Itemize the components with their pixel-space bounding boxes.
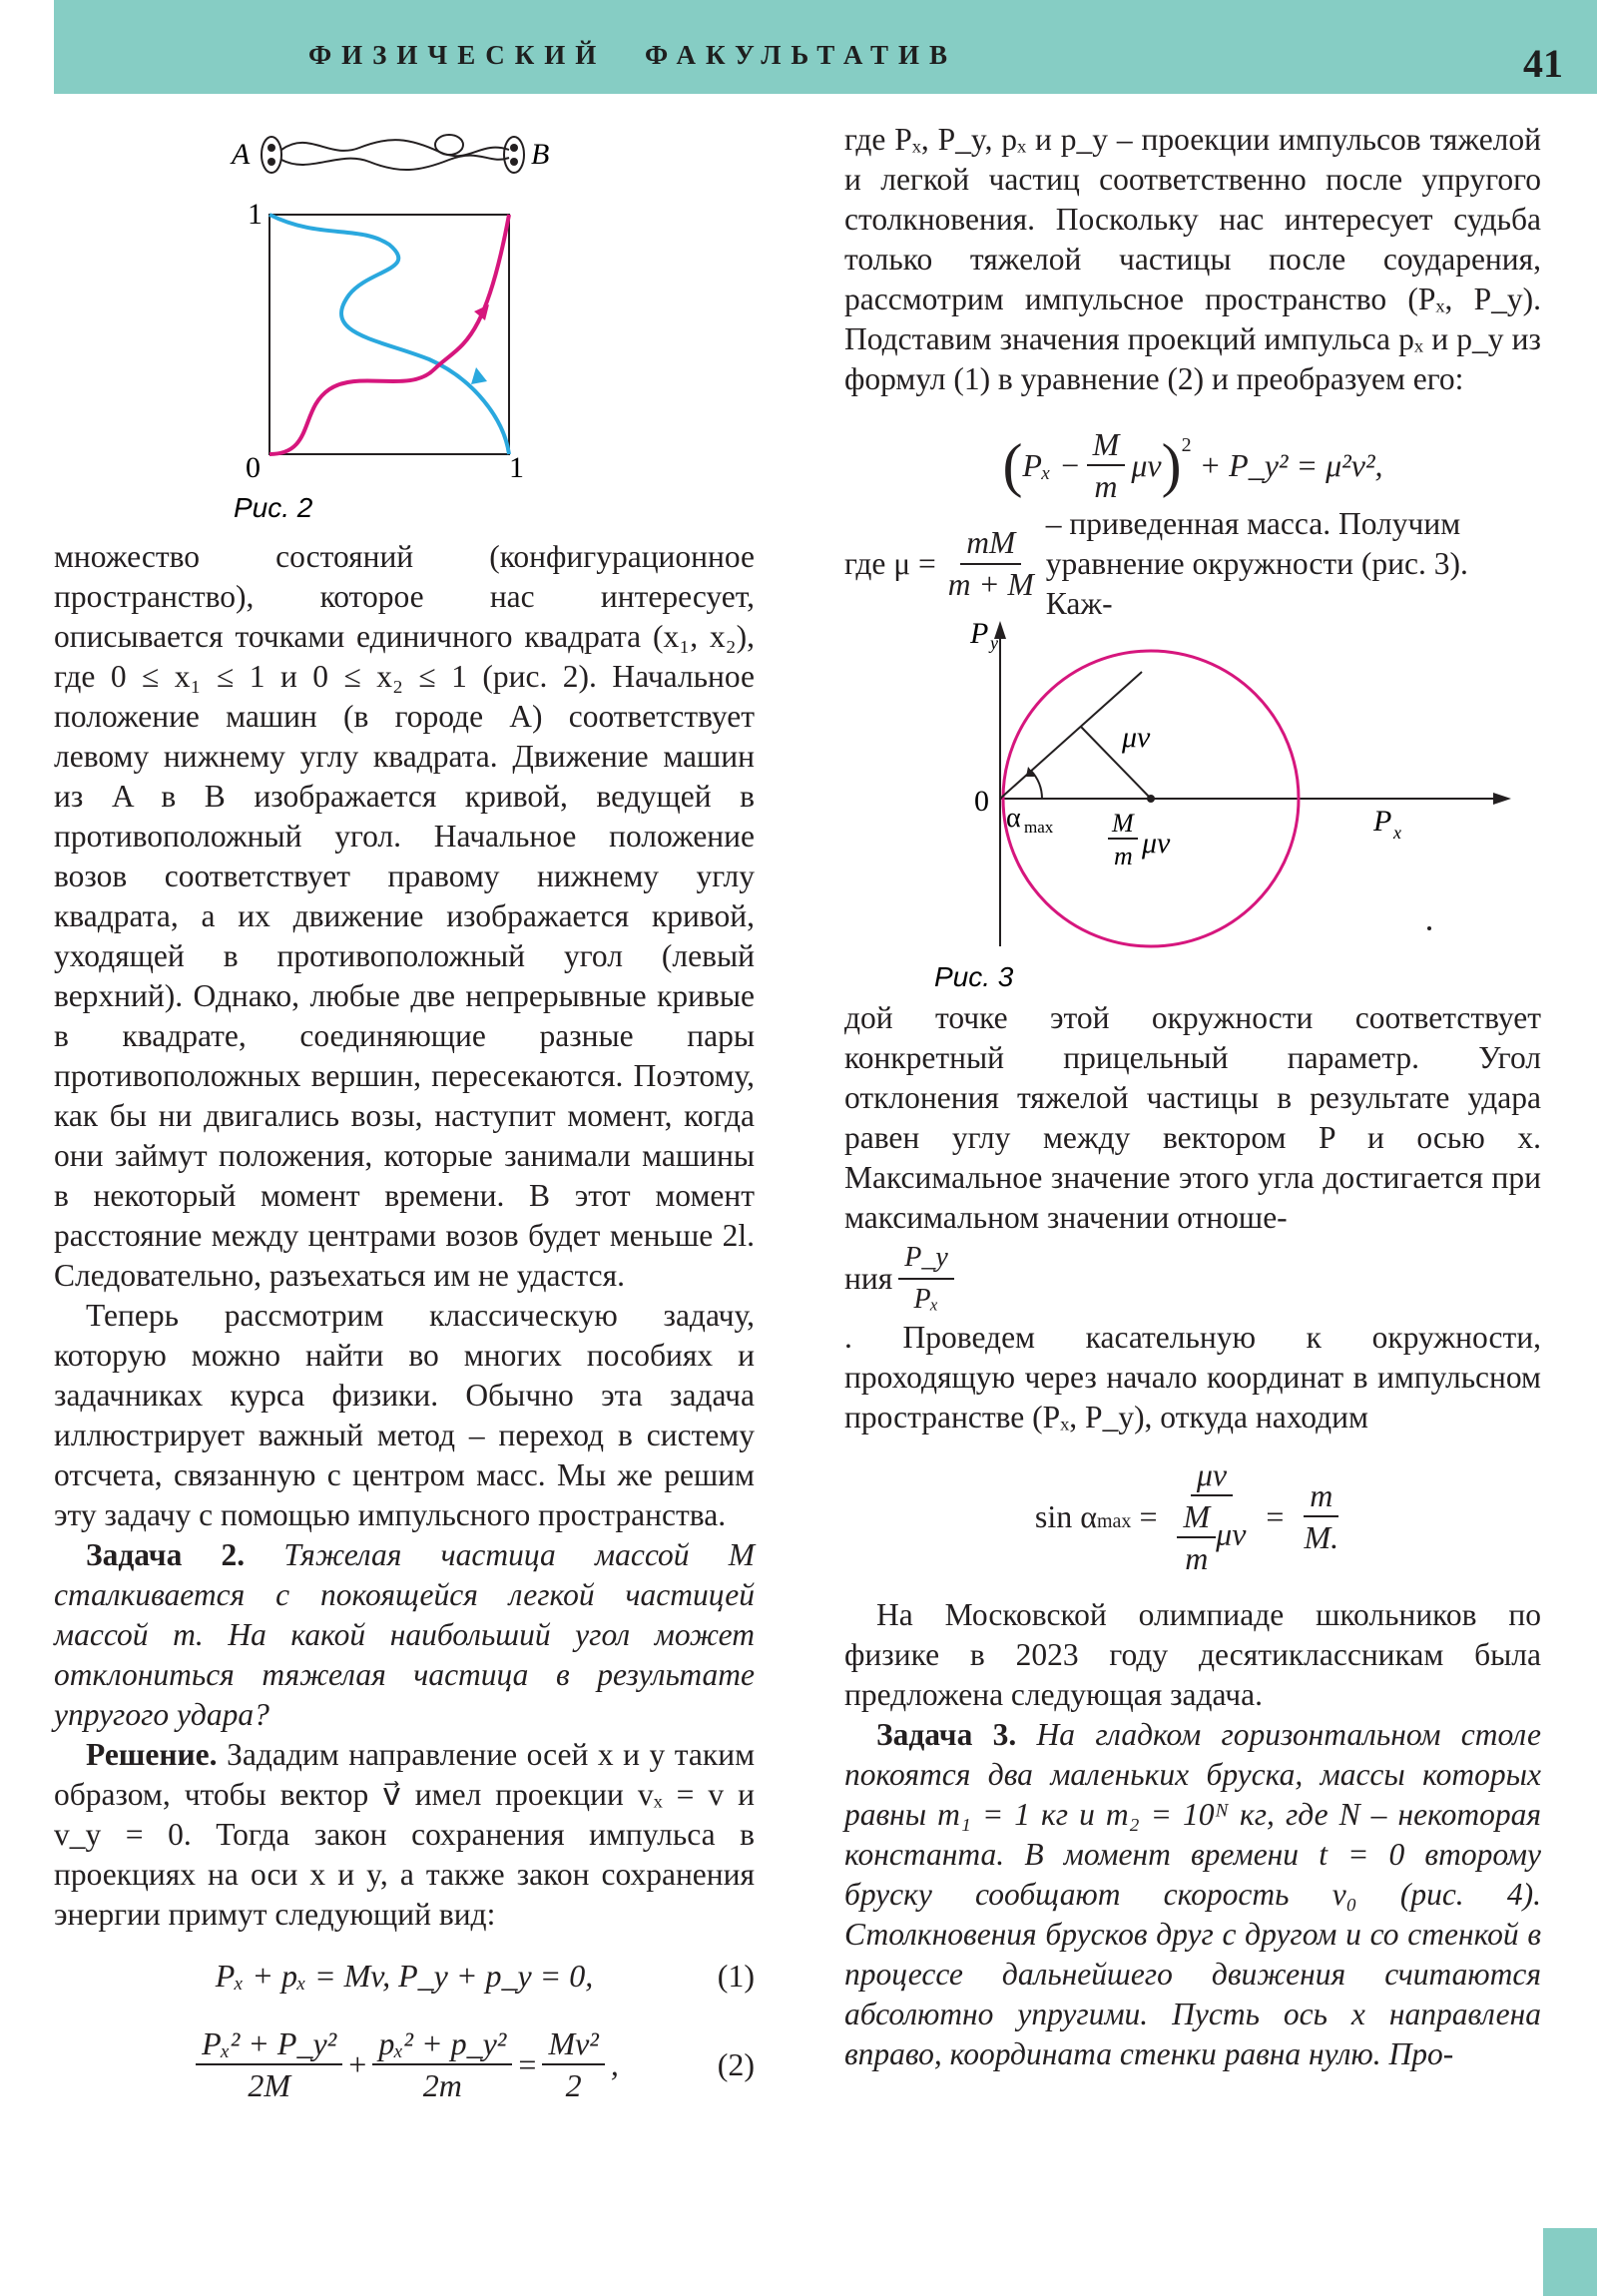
paragraph-configuration-space: множество состояний (конфигурационное пространство), которое нас интересует, описывается точками единичного квадрата (x₁, x₂), где 0 ≤ x₁ ≤ 1 и 0 ≤ x₂ ≤ 1 (рис. 2). Начальное положение машин (в городе A) соответствует левому нижнему углу квадрата. Движение машин из A в B изображается кривой, ведущей в противоположный угол. Начальное положение возов соответствует правому нижнему углу квадрата, а их движение изображается кривой, уходящей в противоположный угол (левый верхний). Однако, любые две непрерывные кривые в квадрате, соединяющие разные пары противоположных вершин, пересекаются. Поэтому, как бы ни двигались возы, наступит момент, когда они займут положения, которые занимали машины в некоторый момент времени. В этот момент расстояние между центрами возов будет меньше 2l. Следовательно, разъехаться им не удастся.	[54, 539, 755, 1293]
fig2-wheel-icon	[267, 144, 275, 152]
eq2-den-heavy: 2M	[248, 2067, 290, 2103]
reduced-mass-line	[844, 506, 1541, 621]
fig3-center-frac-num: M	[1112, 809, 1134, 838]
reduced-mass-fraction	[942, 523, 1040, 605]
sin-inner-fraction	[1177, 1496, 1216, 1578]
mu-den: m + M	[947, 567, 1034, 602]
fig2-label-b: B	[531, 138, 550, 171]
eq2-fraction-energy	[542, 2023, 604, 2105]
fig3-caption: Рис. 3	[934, 961, 1014, 992]
figure-2	[220, 120, 579, 529]
sin-inner-mu: μv	[1216, 1515, 1247, 1552]
fig2-tick-x1: 1	[509, 451, 524, 484]
fig2-rope-top	[281, 140, 509, 156]
fig3-center-frac-den: m	[1114, 842, 1133, 870]
eq2-num-heavy: Pₓ² + P_y²	[196, 2023, 342, 2065]
fig2-tick-origin: 0	[246, 451, 261, 484]
eq3-frac-den: m	[1094, 468, 1118, 504]
page-corner-tab	[1543, 2228, 1597, 2296]
task-2	[54, 1535, 755, 1735]
journal-section-title: ФИЗИЧЕСКИЙ ФАКУЛЬТАТИВ	[307, 40, 958, 70]
eq2-num-light: pₓ² + p_y²	[372, 2023, 512, 2065]
eq2-den-light: 2m	[422, 2067, 462, 2103]
paragraph-tangent-text: . Проведем касательную к окружности, проходящую через начало координат в импульсном пространстве (Pₓ, P_y), откуда находим	[844, 1320, 1541, 1435]
fig3-alpha-sub: max	[1024, 818, 1054, 837]
eq2-fraction-light	[372, 2023, 512, 2105]
ratio-den: Pₓ	[913, 1284, 939, 1315]
fig3-axis-y-label: P	[970, 617, 989, 650]
eq2-den-energy: 2	[565, 2067, 582, 2103]
left-column	[54, 537, 755, 2112]
fig3-axis-x-label: P	[1373, 805, 1392, 838]
eq2-num-energy: Mv²	[542, 2023, 604, 2065]
equation-3: ( Pₓ − $\frac{M}{m}$ μv ) $^2$ + P_y² = μ²v²,	[1002, 426, 1383, 504]
fig3-arrow-icon	[1493, 793, 1511, 805]
eq3-left: Pₓ −	[1022, 447, 1081, 483]
fig3-alpha-label: α	[1006, 803, 1021, 834]
reduced-mass-prefix: где μ =	[844, 546, 936, 581]
sin-frac2-num: m	[1304, 1475, 1338, 1517]
task-2-label: Задача 2.	[86, 1537, 246, 1572]
solution	[54, 1735, 755, 1935]
mu-num: mM	[960, 523, 1021, 565]
eq3-fraction	[1087, 424, 1126, 506]
fig2-rope-loop	[435, 135, 463, 155]
fig2-wheel-icon	[267, 158, 275, 166]
sin-inner-den: m	[1185, 1540, 1209, 1576]
solution-text: Зададим направление осей x и y таким образом, чтобы вектор v⃗ имел проекции vₓ = v и v_y = 0. Тогда закон сохранения импульса в проекциях на оси x и y, а также закон сохранения энергии примут следующий вид:	[54, 1737, 756, 1932]
paragraph-olympiad: На Московской олимпиаде школьников по физике в 2023 году десятиклассникам была предложена следующая задача.	[844, 1597, 1541, 1712]
sin-frac2-den: M.	[1304, 1519, 1339, 1555]
right-column	[844, 120, 1541, 2074]
ratio-num: P_y	[898, 1238, 954, 1280]
equation-2: $\frac{\text{Pₓ² + P\_y²}}{2M}$ + $\frac{\text{pₓ² + p\_y²}}{2m}$ = $\frac{\text{Mv²}}{2}$ , (2)	[54, 2016, 755, 2112]
task-3-text: На гладком горизонтальном столе покоятся два маленьких бруска, массы которых равны m₁ = 1 кг и m₂ = 10ᴺ кг, где N – некоторая константа. В момент времени t = 0 второму бруску сообщают скорость v₀ (рис. 4). Столкновения брусков друг с другом и со стенкой в процессе дальнейшего движения считаются абсолютно упругими. Пусть ось x направлена вправо, координата стенки равна нулю. Про-	[844, 1717, 1541, 2071]
sin-fraction-1	[1171, 1454, 1252, 1578]
sin-frac1-den	[1171, 1496, 1252, 1578]
fig2-cars-path	[269, 215, 509, 454]
fig2-caption: Рис. 2	[234, 492, 313, 523]
eq3-right: μv	[1131, 447, 1162, 483]
fig2-wheel-icon	[510, 158, 518, 166]
page-number: 41	[1523, 41, 1563, 86]
equation-1-body: Pₓ + pₓ = Mv, P_y + p_y = 0,	[215, 1958, 594, 1994]
paragraph-classic-problem: Теперь рассмотрим классическую задачу, которую можно найти во многих пособиях и задачниках курса физики. Обычно эта задача иллюстрирует важный метод – переход в систему отсчета, связанную с центром масс. Мы же решим эту задачу с помощью импульсного пространства.	[54, 1298, 755, 1532]
fig2-car-a	[262, 137, 281, 173]
equation-sin-alpha: sin α max = μv $\frac{M}{m}$ μv = $\frac{m}{M.}$	[844, 1451, 1541, 1581]
eq3-tail: + P_y² = μ²v²,	[1199, 447, 1383, 483]
fig2-tick-y1: 1	[248, 198, 263, 231]
eq3-frac-num: M	[1087, 424, 1126, 466]
solution-label: Решение.	[86, 1737, 218, 1772]
fig3-radius-label: μv	[1122, 721, 1151, 754]
reduced-mass-suffix: – приведенная масса. Получим уравнение окружности (рис. 3). Каж-	[1045, 506, 1468, 621]
equation-1-number: (1)	[717, 1958, 755, 1994]
fig3-axis-x-sub: x	[1393, 823, 1401, 843]
sin-left: sin α	[1034, 1498, 1097, 1534]
paragraph-circle-points: дой точке этой окружности соответствует конкретный прицельный параметр. Угол отклонения тяжелой частицы в результате удара равен углу между вектором P и осью x. Максимальное значение этого угла достигается при максимальном значении отноше-	[844, 1000, 1541, 1235]
fig3-center-label: μv	[1142, 827, 1171, 860]
fig3-stray-dot	[1427, 926, 1431, 930]
ratio-prefix: ния	[844, 1261, 893, 1296]
sin-fraction-2	[1298, 1475, 1344, 1557]
fig2-label-a: A	[232, 138, 251, 171]
fig3-axis-y-sub: y	[990, 633, 998, 653]
fig3-tangent-line	[1000, 672, 1142, 799]
paragraph-projections: где Pₓ, P_y, pₓ и p_y – проекции импульсов тяжелой и легкой частиц соответственно после упругого столкновения. Поскольку нас интересует судьба только тяжелой частицы после соударения, рассмотрим импульсное пространство (Pₓ, P_y). Подставим значения проекций импульса pₓ и p_y из формул (1) в уравнение (2) и преобразуем его:	[844, 122, 1541, 396]
fig2-car-b	[504, 137, 524, 173]
paragraph-tangent	[844, 1238, 1541, 1320]
task-3	[844, 1715, 1541, 2074]
ratio-fraction	[898, 1238, 954, 1320]
fig2-arrow-icon	[471, 367, 487, 384]
page-header	[54, 0, 1597, 94]
task-2-text: Тяжелая частица массой M сталкивается с покоящейся легкой частицей массой m. На какой наибольший угол может отклониться тяжелая частица в результате упругого удара?	[54, 1537, 755, 1732]
sin-frac1-num: μv	[1191, 1454, 1233, 1496]
sin-sub: max	[1097, 1510, 1132, 1532]
figure-3	[934, 617, 1463, 996]
eq2-fraction-heavy	[196, 2023, 342, 2105]
equation-1	[54, 1949, 755, 2003]
fig2-rope-bottom	[281, 156, 509, 170]
sin-inner-num: M	[1177, 1496, 1216, 1538]
task-3-label: Задача 3.	[876, 1717, 1017, 1752]
fig2-wheel-icon	[510, 144, 518, 152]
fig3-origin-label: 0	[974, 785, 989, 818]
equation-2-number: (2)	[717, 2046, 755, 2082]
